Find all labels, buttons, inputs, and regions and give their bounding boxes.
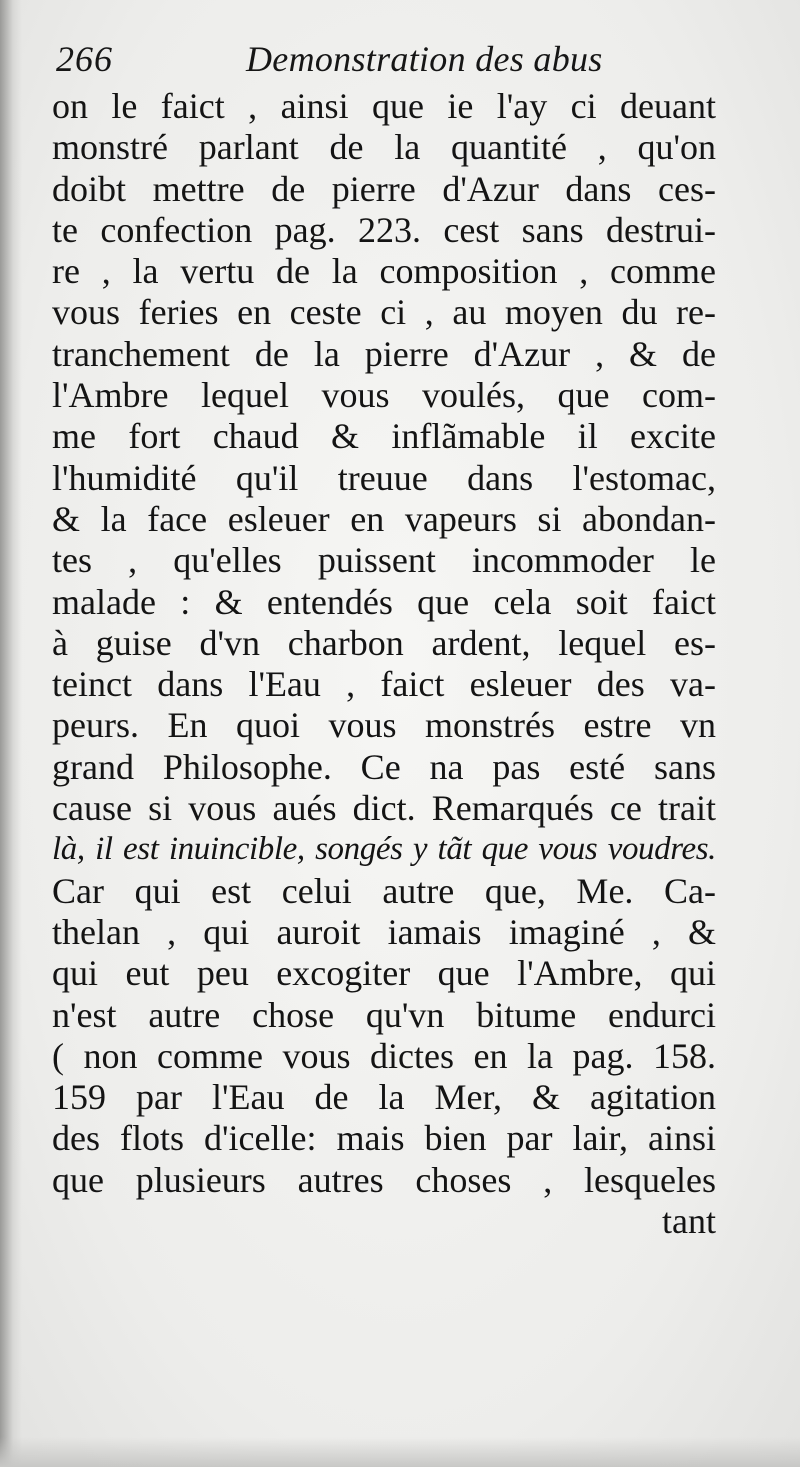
- text-line: n'est autre chose qu'vn bitume endurci: [52, 994, 716, 1035]
- text-line: tes , qu'elles puissent incommoder le: [52, 540, 716, 581]
- text-line: tranchement de la pierre d'Azur , & de: [52, 333, 716, 374]
- text-line: peurs. En quoi vous monstrés estre vn: [52, 705, 716, 746]
- page-bottom-shadow: [0, 1437, 800, 1467]
- text-line: me fort chaud & inflãmable il excite: [52, 416, 716, 457]
- text-line: malade : & entendés que cela soit faict: [52, 581, 716, 622]
- text-line: des flots d'icelle: mais bien par lair, ainsi: [52, 1118, 716, 1159]
- page-header: [56, 38, 756, 90]
- text-line: Car qui est celui autre que, Me. Ca-: [52, 870, 716, 911]
- text-line: 159 par l'Eau de la Mer, & agitation: [52, 1077, 716, 1118]
- text-line: re , la vertu de la composition , comme: [52, 251, 716, 292]
- text-line: que plusieurs autres choses , lesqueles: [52, 1159, 716, 1200]
- italic-text-line: là, il est inuincible, songés y tãt que vous voudres.: [52, 831, 716, 868]
- text-line: monstré parlant de la quantité , qu'on: [52, 127, 716, 168]
- text-line: à guise d'vn charbon ardent, lequel es-: [52, 622, 716, 663]
- text-line: l'Ambre lequel vous voulés, que com-: [52, 375, 716, 416]
- text-line: ( non comme vous dictes en la pag. 158.: [52, 1035, 716, 1076]
- text-line: grand Philosophe. Ce na pas esté sans: [52, 746, 716, 787]
- body-text: [52, 86, 716, 1242]
- text-line: te confection pag. 223. cest sans destrui-: [52, 209, 716, 250]
- page-number: 266: [56, 39, 113, 79]
- running-head: Demonstration des abus: [246, 39, 603, 79]
- text-line: vous feries en ceste ci , au moyen du re-: [52, 292, 716, 333]
- text-line: l'humidité qu'il treuue dans l'estomac,: [52, 457, 716, 498]
- text-line: doibt mettre de pierre d'Azur dans ces-: [52, 168, 716, 209]
- text-line: & la face esleuer en vapeurs si abondan-: [52, 498, 716, 539]
- text-line: on le faict , ainsi que ie l'ay ci deuant: [52, 86, 716, 126]
- text-line: qui eut peu excogiter que l'Ambre, qui: [52, 953, 716, 994]
- text-line: teinct dans l'Eau , faict esleuer des va-: [52, 664, 716, 705]
- page-gutter-shadow: [0, 0, 22, 1467]
- text-line: cause si vous aués dict. Remarqués ce trait: [52, 788, 716, 829]
- catchword: tant: [662, 1201, 716, 1242]
- text-line: thelan , qui auroit iamais imaginé , &: [52, 911, 716, 952]
